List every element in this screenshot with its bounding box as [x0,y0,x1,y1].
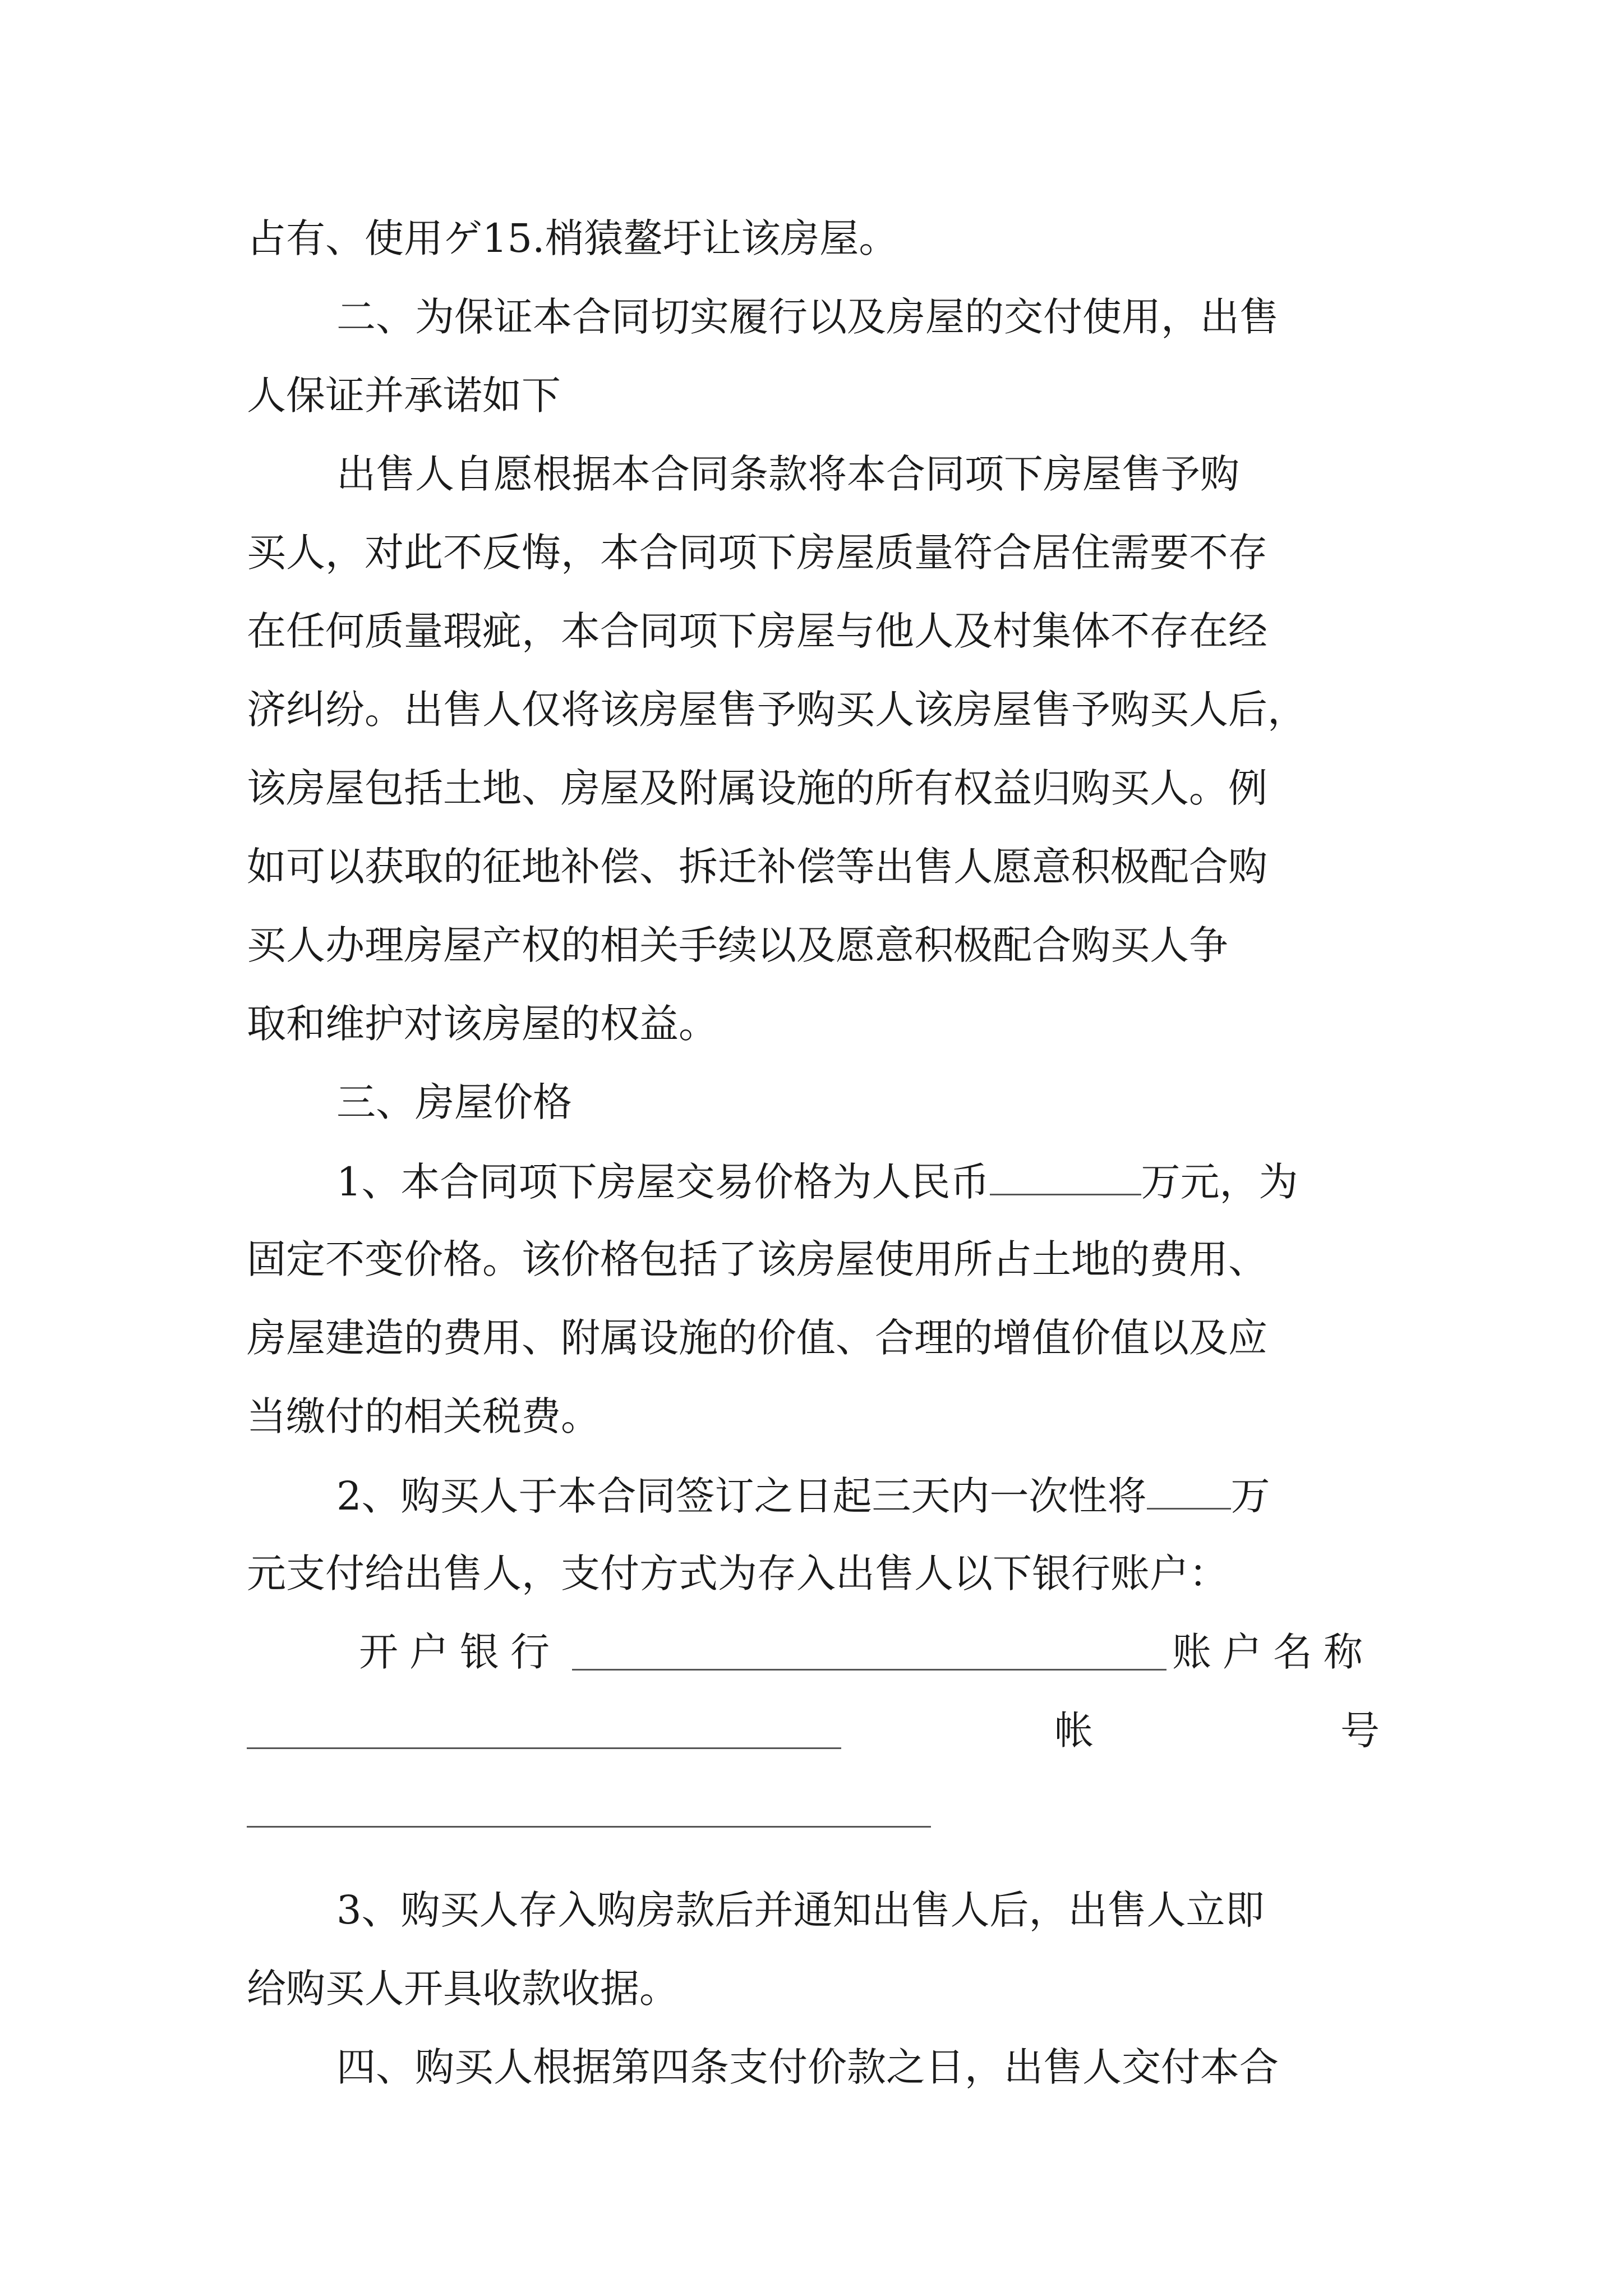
text-line: 当缴付的相关税费。 [247,1393,600,1439]
text-line: 占有、使用ゲ15.梢猿鳌圩让该房屋。 [247,215,898,261]
text-line: 买人，对此不反悔，本合同项下房屋质量符合居住需要不存 [247,530,1267,576]
text-line: 3、购买人存入购房款后并通知出售人后，出售人立即 [336,1887,1265,1933]
text-line: 固定不变价格。该价格包括了该房屋使用所占土地的费用、 [247,1236,1267,1282]
payment-line [336,1473,1270,1519]
text-line: 给购买人开具收款收据。 [247,1966,679,2012]
section-heading: 四、购买人根据第四条支付价款之日，出售人交付本合 [336,2044,1279,2090]
price-line-suffix: 万元，为 [1141,1159,1298,1205]
text-line: 如可以获取的征地补偿、拆迁补偿等出售人愿意积极配合购 [247,844,1267,890]
payment-line-suffix: 万 [1230,1473,1270,1519]
payment-line-prefix: 2、购买人于本合同签订之日起三天内一次性将 [336,1473,1147,1519]
text-line: 房屋建造的费用、附属设施的价值、合理的增值价值以及应 [247,1315,1267,1361]
price-blank [990,1161,1141,1195]
text-line: 买人办理房屋产权的相关手续以及愿意积极配合购买人争 [247,922,1228,968]
text-line: 该房屋包括土地、房屋及附属设施的所有权益归购买人。例 [247,765,1267,811]
text-line: 人保证并承诺如下 [247,372,561,418]
bank-blank [572,1669,1166,1671]
price-line-prefix: 1、本合同项下房屋交易价格为人民币 [336,1159,990,1205]
bank-label: 开户银行 [359,1629,561,1675]
account-no-label-1: 帐 [1054,1708,1094,1754]
text-line: 出售人自愿根据本合同条款将本合同项下房屋售予购 [336,451,1239,497]
text-line: 在任何质量瑕疵，本合同项下房屋与他人及村集体不存在经 [247,608,1267,654]
section-heading: 二、为保证本合同切实履行以及房屋的交付使用，出售 [336,294,1279,340]
section-heading: 三、房屋价格 [336,1079,572,1125]
text-line: 元支付给出售人，支付方式为存入出售人以下银行账户： [247,1550,1228,1596]
account-no-label-2: 号 [1340,1708,1380,1754]
text-line: 济纠纷。出售人仅将该房屋售予购买人该房屋售予购买人后， [247,687,1307,733]
text-line: 取和维护对该房屋的权益。 [247,1001,718,1047]
payment-blank [1147,1475,1231,1510]
account-name-blank [247,1747,841,1749]
account-name-label: 账户名称 [1172,1629,1374,1675]
account-no-blank [247,1826,931,1828]
price-line [336,1159,1298,1205]
